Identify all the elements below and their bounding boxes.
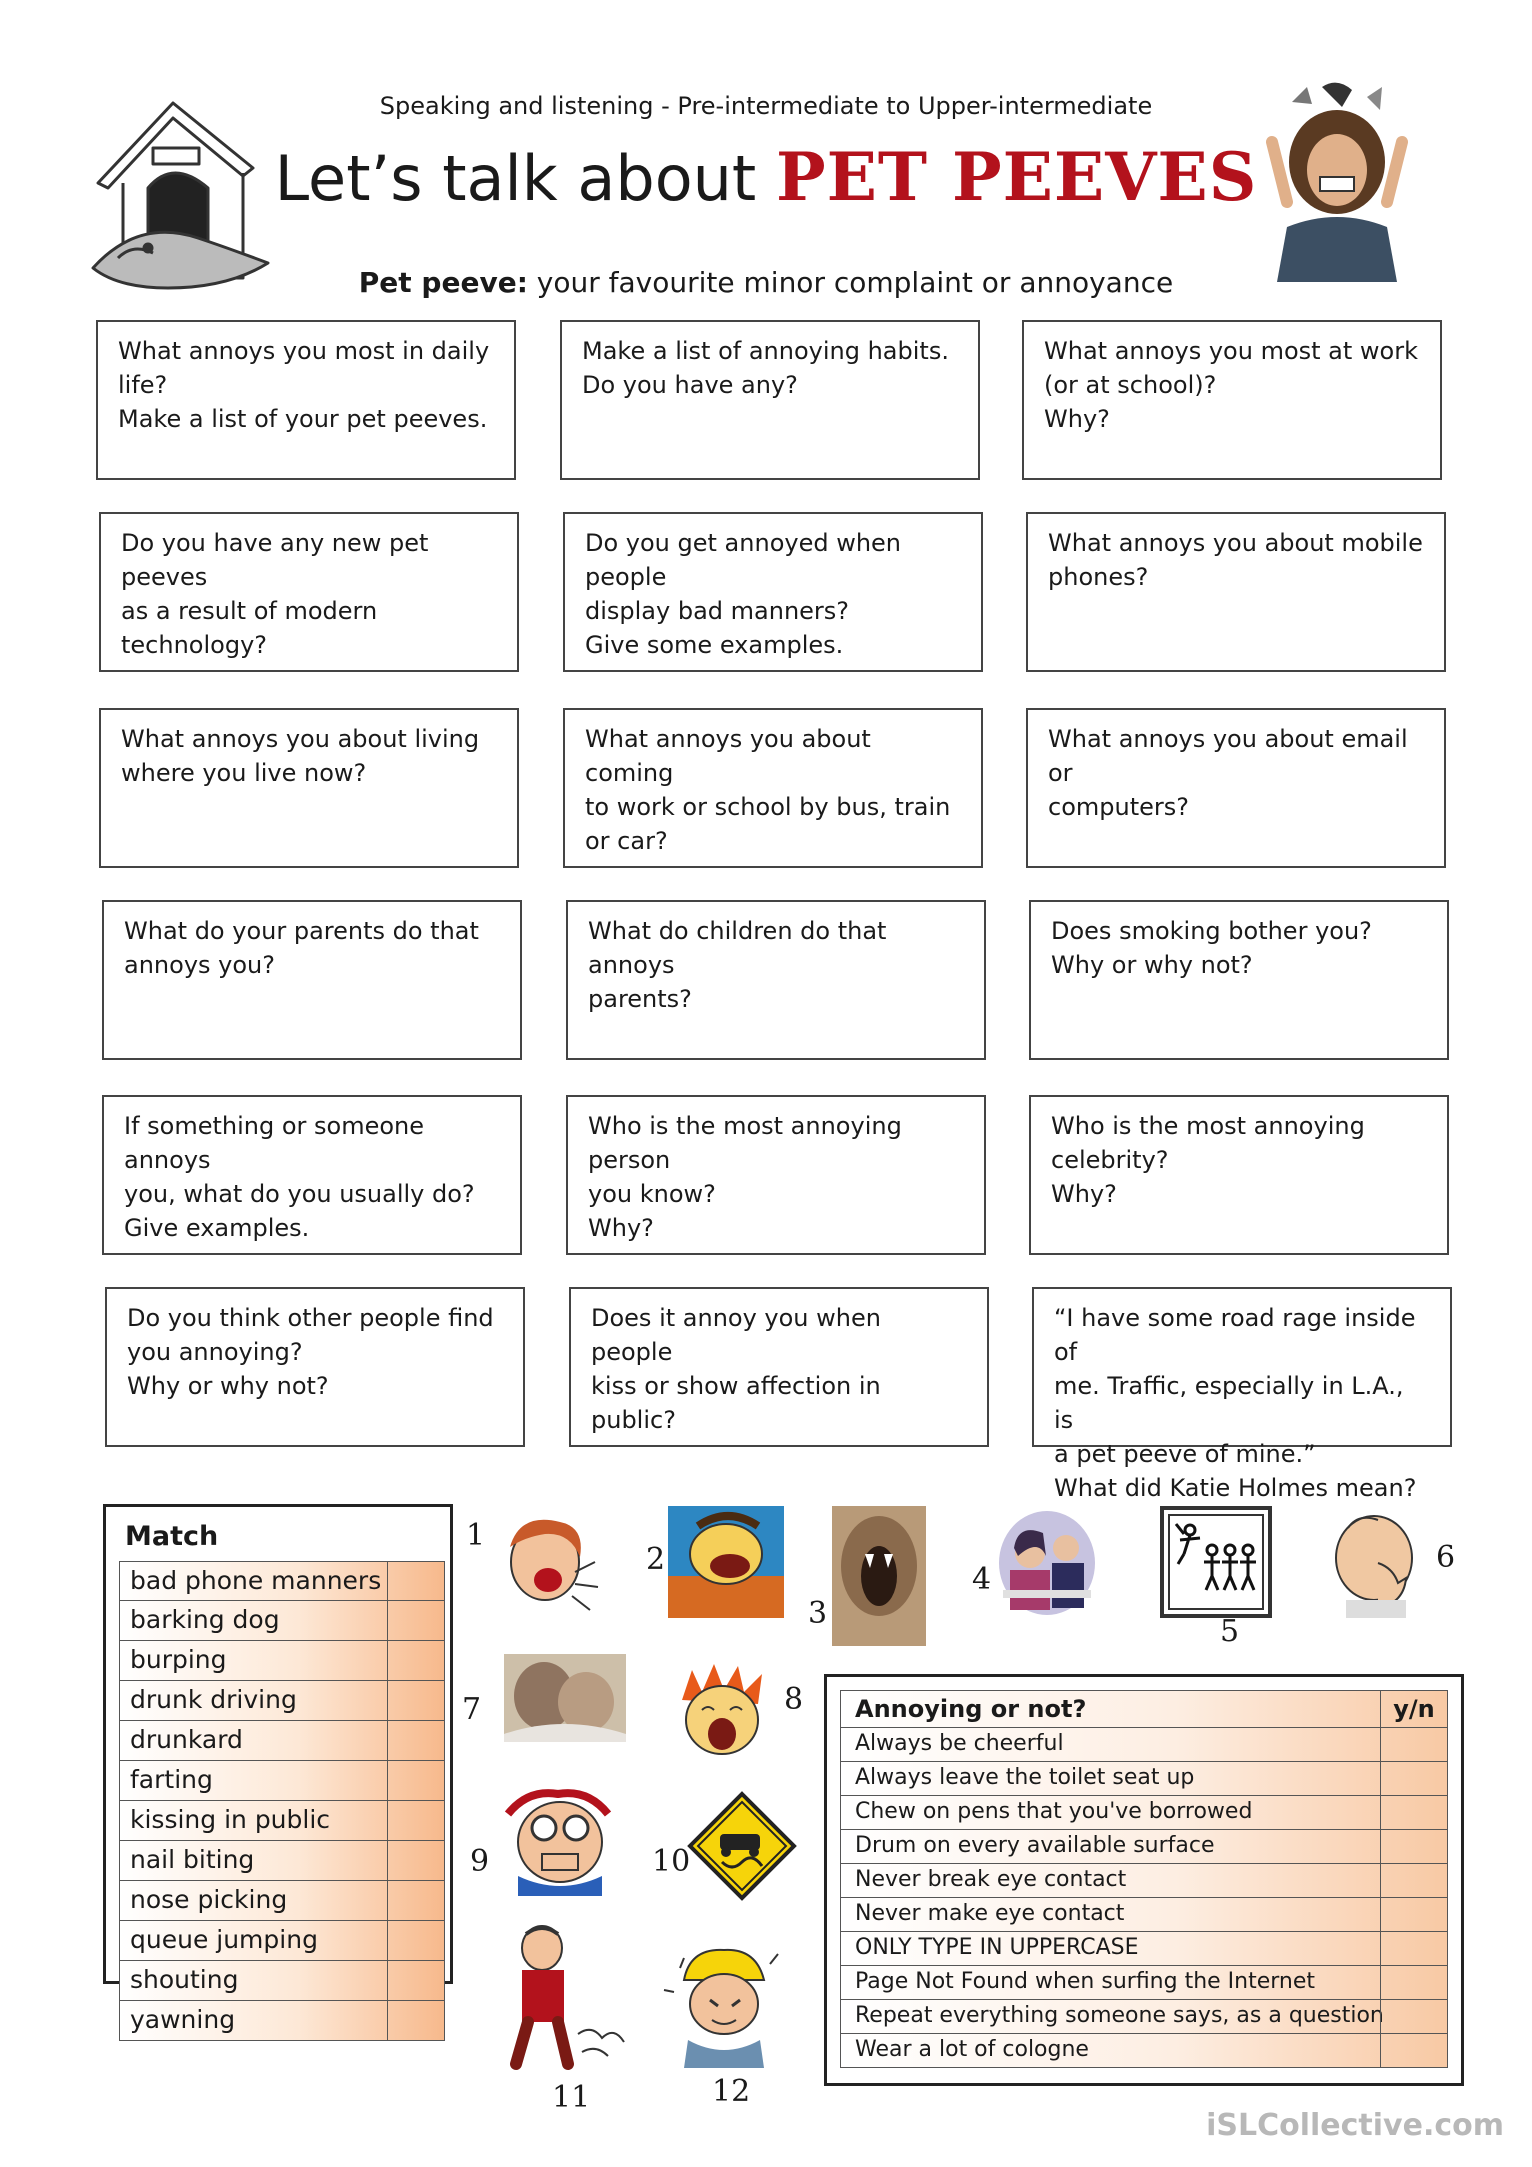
annoying-or-not-table [824, 1674, 1464, 2086]
match-row [119, 1601, 445, 1641]
definition-text: your favourite minor complaint or annoyance [527, 266, 1174, 299]
watermark: iSLCollective.com [1206, 2108, 1504, 2143]
match-row [119, 1801, 445, 1841]
match-row [119, 1561, 445, 1601]
match-row [119, 2001, 445, 2041]
picture-drunkard [660, 1940, 790, 2068]
annoying-row [840, 1898, 1448, 1932]
match-item-label: yawning [130, 2005, 236, 2034]
match-item-label: drunkard [130, 1725, 243, 1754]
question-card: What do children do that annoys parents? [566, 900, 986, 1060]
match-item-label: farting [130, 1765, 213, 1794]
question-card: Who is the most annoying person you know? Why? [566, 1095, 986, 1255]
yn-answer-cell[interactable] [1380, 1830, 1447, 1863]
match-row [119, 1841, 445, 1881]
question-card: What annoys you about living where you live now? [99, 708, 519, 868]
annoying-row [840, 1864, 1448, 1898]
annoying-row [840, 2000, 1448, 2034]
match-item-label: drunk driving [130, 1685, 297, 1714]
match-row [119, 1641, 445, 1681]
match-item-label: bad phone manners [130, 1566, 382, 1595]
question-card: Who is the most annoying celebrity? Why? [1029, 1095, 1449, 1255]
match-row [119, 1921, 445, 1961]
annoying-header: Annoying or not? [855, 1695, 1087, 1723]
annoying-header-row [840, 1690, 1448, 1728]
picture-number-12: 12 [712, 2074, 751, 2109]
picture-couple-dining [998, 1508, 1096, 1618]
picture-number-5: 5 [1220, 1614, 1240, 1649]
match-row [119, 1681, 445, 1721]
question-card: If something or someone annoys you, what do you usually do? Give examples. [102, 1095, 522, 1255]
annoying-row [840, 1762, 1448, 1796]
match-item-label: nose picking [130, 1885, 288, 1914]
annoying-item-label: Drum on every available surface [855, 1833, 1215, 1858]
question-card: What annoys you most in daily life? Make a list of your pet peeves. [96, 320, 516, 480]
match-answer-cell[interactable] [387, 1921, 444, 1960]
match-title: Match [125, 1521, 219, 1552]
picture-nail-biting-man [498, 1784, 622, 1896]
annoying-row [840, 1830, 1448, 1864]
match-answer-cell[interactable] [387, 1721, 444, 1760]
annoying-item-label: Wear a lot of cologne [855, 2037, 1089, 2062]
match-answer-cell[interactable] [387, 1681, 444, 1720]
picture-shouting-woman [490, 1512, 600, 1620]
question-card: Does smoking bother you? Why or why not? [1029, 900, 1449, 1060]
match-table [103, 1504, 453, 2034]
picture-kissing-couple [504, 1654, 626, 1742]
match-answer-cell[interactable] [387, 1801, 444, 1840]
match-row [119, 1961, 445, 2001]
annoying-item-label: Never break eye contact [855, 1867, 1127, 1892]
title-accent: PET PEEVES [775, 138, 1258, 216]
definition-term: Pet peeve: [358, 266, 528, 299]
picture-queue-jumping-sign [1160, 1506, 1272, 1618]
match-item-label: burping [130, 1645, 227, 1674]
question-card: Do you think other people find you annoying? Why or why not? [105, 1287, 525, 1447]
picture-barking-dog [832, 1506, 926, 1646]
yn-answer-cell[interactable] [1380, 2034, 1447, 2067]
match-row [119, 1721, 445, 1761]
annoying-row [840, 1932, 1448, 1966]
picture-number-8: 8 [784, 1682, 804, 1717]
yn-answer-cell[interactable] [1380, 1864, 1447, 1897]
frustrated-woman-illustration [1262, 82, 1412, 282]
match-item-label: barking dog [130, 1605, 280, 1634]
question-card: “I have some road rage inside of me. Traffic, especially in L.A., is a pet peeve of mine.” What did Katie Holmes mean? [1032, 1287, 1452, 1447]
match-answer-cell[interactable] [387, 1841, 444, 1880]
picture-nose-picking-man [1318, 1508, 1428, 1618]
annoying-row [840, 1966, 1448, 2000]
annoying-item-label: Always leave the toilet seat up [855, 1765, 1195, 1790]
question-card: What annoys you about mobile phones? [1026, 512, 1446, 672]
match-answer-cell[interactable] [387, 1961, 444, 2000]
question-card: Make a list of annoying habits. Do you have any? [560, 320, 980, 480]
annoying-item-label: Never make eye contact [855, 1901, 1125, 1926]
picture-yawning-boy [672, 1660, 772, 1760]
worksheet-subtitle: Speaking and listening - Pre-intermediate to Upper-intermediate [379, 92, 1153, 120]
annoying-row [840, 1728, 1448, 1762]
picture-farting-man [482, 1922, 630, 2072]
question-card: Does it annoy you when people kiss or show affection in public? [569, 1287, 989, 1447]
picture-number-1: 1 [466, 1518, 486, 1553]
yn-answer-cell[interactable] [1380, 1898, 1447, 1931]
yn-header: y/n [1380, 1691, 1447, 1728]
picture-number-11: 11 [552, 2080, 591, 2115]
picture-number-9: 9 [470, 1844, 490, 1879]
title-prefix: Let’s talk about [274, 142, 776, 215]
picture-number-10: 10 [652, 1844, 691, 1879]
annoying-row [840, 1796, 1448, 1830]
picture-number-2: 2 [646, 1542, 666, 1577]
picture-number-6: 6 [1436, 1540, 1456, 1575]
yn-answer-cell[interactable] [1380, 1728, 1447, 1761]
yn-answer-cell[interactable] [1380, 1932, 1447, 1965]
match-item-label: kissing in public [130, 1805, 331, 1834]
match-row [119, 1761, 445, 1801]
question-card: What do your parents do that annoys you? [102, 900, 522, 1060]
picture-number-4: 4 [972, 1562, 992, 1597]
match-item-label: queue jumping [130, 1925, 318, 1954]
annoying-rows [840, 1690, 1448, 2068]
match-answer-cell[interactable] [387, 1881, 444, 1920]
match-answer-cell[interactable] [387, 1761, 444, 1800]
annoying-item-label: Page Not Found when surfing the Internet [855, 1969, 1316, 1994]
annoying-item-label: Chew on pens that you've borrowed [855, 1799, 1253, 1824]
match-answer-cell[interactable] [387, 2001, 444, 2040]
yn-answer-cell[interactable] [1380, 1762, 1447, 1795]
match-answer-cell[interactable] [387, 1562, 444, 1601]
picture-number-3: 3 [808, 1596, 828, 1631]
match-rows [119, 1561, 445, 2041]
annoying-item-label: Always be cheerful [855, 1731, 1064, 1756]
question-card: Do you get annoyed when people display bad manners? Give some examples. [563, 512, 983, 672]
question-card: What annoys you most at work (or at school)? Why? [1022, 320, 1442, 480]
yn-answer-cell[interactable] [1380, 1966, 1447, 1999]
picture-drunk-driving-sign [686, 1790, 798, 1902]
picture-number-7: 7 [462, 1692, 482, 1727]
match-answer-cell[interactable] [387, 1601, 444, 1640]
picture-cartoon-burping [668, 1506, 784, 1618]
question-card: What annoys you about email or computers? [1026, 708, 1446, 868]
doghouse-illustration [78, 88, 278, 298]
match-answer-cell[interactable] [387, 1641, 444, 1680]
annoying-item-label: Repeat everything someone says, as a question [855, 2003, 1384, 2028]
question-card: Do you have any new pet peeves as a result of modern technology? [99, 512, 519, 672]
question-card: What annoys you about coming to work or school by bus, train or car? [563, 708, 983, 868]
match-item-label: nail biting [130, 1845, 255, 1874]
yn-answer-cell[interactable] [1380, 2000, 1447, 2033]
annoying-item-label: ONLY TYPE IN UPPERCASE [855, 1935, 1139, 1960]
yn-answer-cell[interactable] [1380, 1796, 1447, 1829]
match-item-label: shouting [130, 1965, 239, 1994]
annoying-row [840, 2034, 1448, 2068]
match-row [119, 1881, 445, 1921]
